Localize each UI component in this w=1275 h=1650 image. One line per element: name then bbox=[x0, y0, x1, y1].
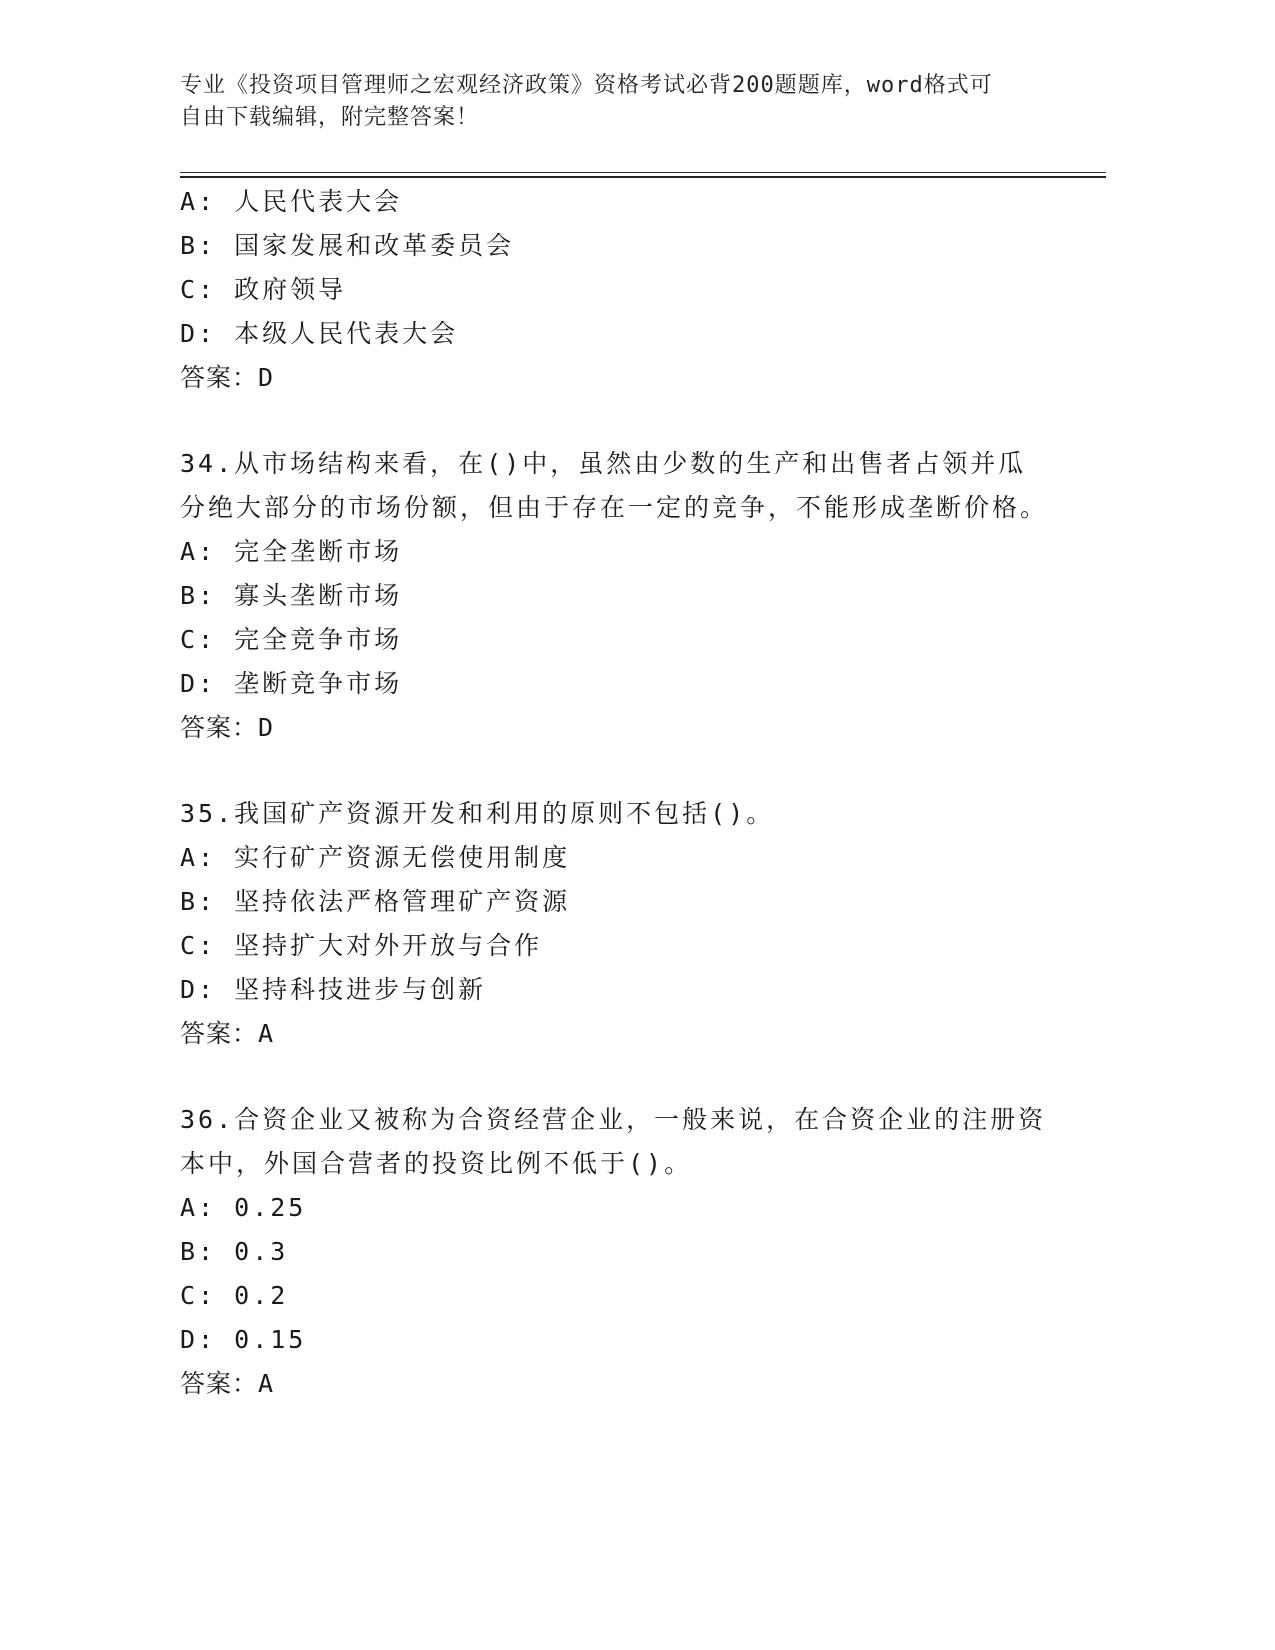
spacer bbox=[180, 750, 1050, 792]
option-c: C: 坚持扩大对外开放与合作 bbox=[180, 931, 543, 960]
header-divider-thin bbox=[180, 172, 1106, 173]
answer-label: 答案：A bbox=[180, 1369, 275, 1398]
option-d: D: 垄断竞争市场 bbox=[180, 669, 403, 698]
header-title-line-2: 自由下载编辑，附完整答案！ bbox=[180, 105, 480, 130]
answer-label: 答案：D bbox=[180, 363, 275, 392]
question-block-33 bbox=[180, 180, 1050, 400]
question-text: 35.我国矿产资源开发和利用的原则不包括()。 bbox=[180, 799, 775, 828]
document-header bbox=[180, 70, 1040, 134]
option-b: B: 寡头垄断市场 bbox=[180, 581, 403, 610]
option-a: A: 完全垄断市场 bbox=[180, 537, 403, 566]
option-a: A: 0.25 bbox=[180, 1193, 307, 1222]
question-text: 34.从市场结构来看，在()中，虽然由少数的生产和出售者占领并瓜分绝大部分的市场份额，但由于存在一定的竞争，不能形成垄断价格。 bbox=[180, 449, 1049, 522]
option-b: B: 0.3 bbox=[180, 1237, 289, 1266]
option-a: A: 人民代表大会 bbox=[180, 187, 403, 216]
question-list bbox=[180, 180, 1050, 1406]
option-c: C: 完全竞争市场 bbox=[180, 625, 403, 654]
header-title-line-1: 专业《投资项目管理师之宏观经济政策》资格考试必背200题题库，word格式可 bbox=[180, 73, 993, 98]
question-block-34 bbox=[180, 442, 1050, 750]
option-b: B: 坚持依法严格管理矿产资源 bbox=[180, 887, 571, 916]
answer-label: 答案：D bbox=[180, 713, 275, 742]
option-a: A: 实行矿产资源无偿使用制度 bbox=[180, 843, 571, 872]
question-text: 36.合资企业又被称为合资经营企业，一般来说，在合资企业的注册资本中，外国合营者的投资比例不低于()。 bbox=[180, 1105, 1047, 1178]
spacer bbox=[180, 400, 1050, 442]
option-b: B: 国家发展和改革委员会 bbox=[180, 231, 515, 260]
question-block-36 bbox=[180, 1098, 1050, 1406]
answer-label: 答案：A bbox=[180, 1019, 275, 1048]
option-c: C: 0.2 bbox=[180, 1281, 289, 1310]
option-d: D: 坚持科技进步与创新 bbox=[180, 975, 487, 1004]
question-block-35 bbox=[180, 792, 1050, 1056]
option-d: D: 0.15 bbox=[180, 1325, 307, 1354]
option-d: D: 本级人民代表大会 bbox=[180, 319, 459, 348]
option-c: C: 政府领导 bbox=[180, 275, 347, 304]
spacer bbox=[180, 1056, 1050, 1098]
header-divider-thick bbox=[180, 176, 1106, 178]
